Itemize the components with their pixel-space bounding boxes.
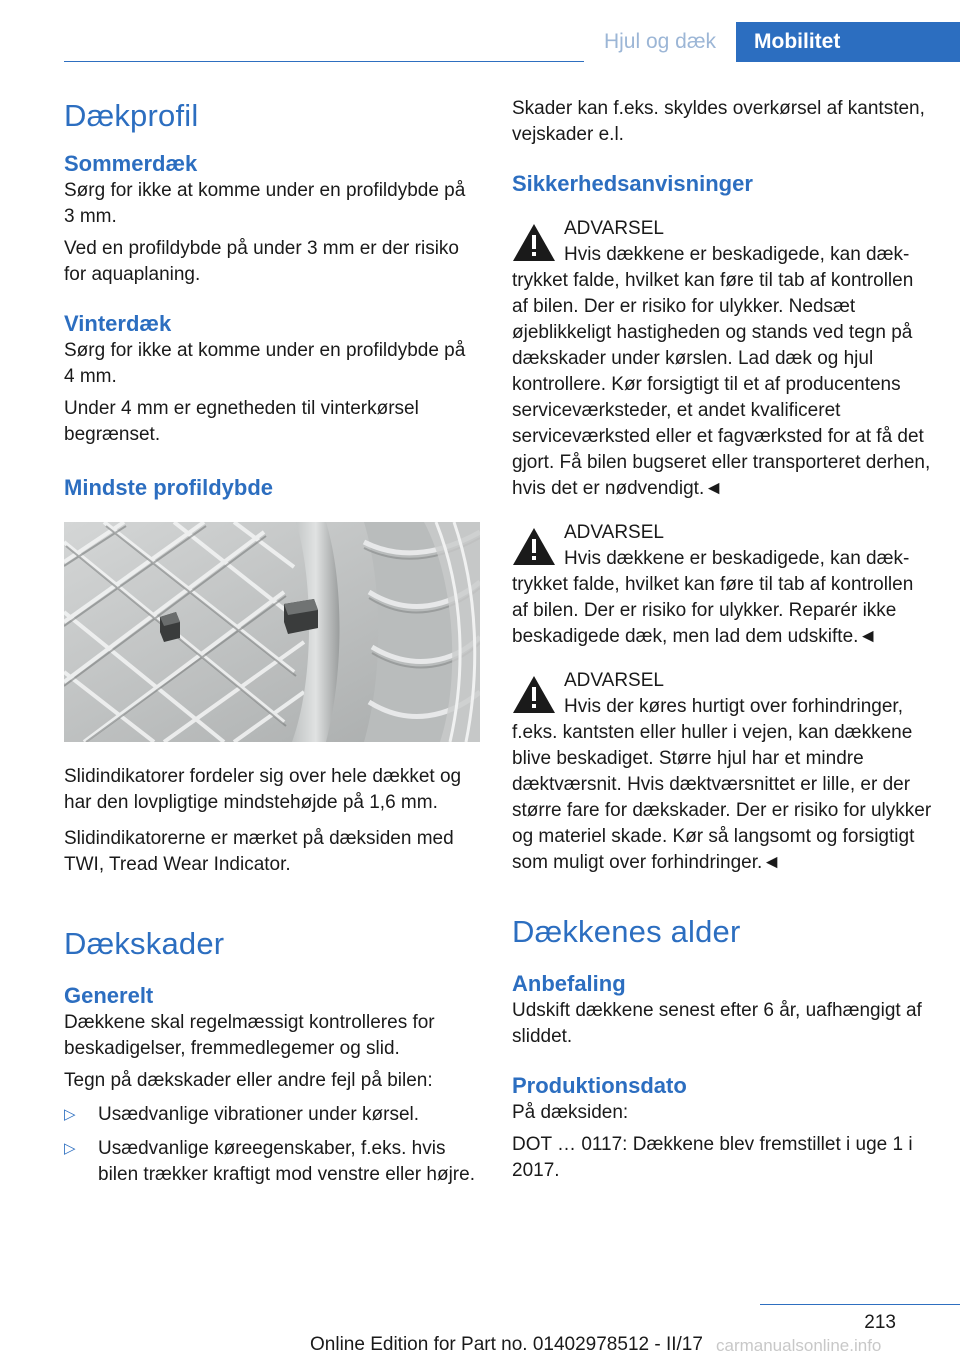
- list-item: ▷ Usædvanlige vibrationer under kørsel.: [64, 1102, 480, 1128]
- triangle-bullet-icon: ▷: [64, 1140, 76, 1157]
- heading-tyre-damage: Dækskader: [64, 926, 225, 961]
- warning-first-line: Hvis der køres hurtigt over forhindringer,: [564, 696, 903, 717]
- heading-recommendation: Anbefaling: [512, 971, 626, 996]
- page-header: [0, 0, 960, 62]
- heading-general: Generelt: [64, 983, 154, 1008]
- production-text-1: På dæksiden:: [512, 1102, 629, 1123]
- warning-triangle-icon: [512, 526, 556, 566]
- warning-text: trykket falde, hvilket kan føre til tab af kontrollen af bilen. Der er risiko for ulykker. Reparér ikke beskadigede dæk, men lad dem udskifte.◄: [512, 574, 914, 647]
- summer-text-1: Sørg for ikke at komme under en profildybde på 3 mm.: [64, 180, 466, 227]
- heading-safety-notes: Sikkerhedsanvisninger: [512, 171, 753, 196]
- warning-first-line: Hvis dækkene er beskadigede, kan dæk-: [564, 548, 910, 569]
- warning-label: ADVARSEL: [564, 218, 664, 239]
- damage-causes-text: Skader kan f.eks. skyldes overkørsel af kantsten, vejskader e.l.: [512, 98, 925, 145]
- page-number: 213: [864, 1312, 896, 1333]
- edition-note: Online Edition for Part no. 01402978512 - II/17: [310, 1334, 703, 1355]
- warning-label: ADVARSEL: [564, 670, 664, 691]
- right-column: [512, 96, 932, 1184]
- warning-block: [512, 668, 932, 876]
- winter-text-2: Under 4 mm er egnetheden til vinterkørsel begrænset.: [64, 398, 419, 445]
- general-text-2: Tegn på dækskader eller andre fejl på bilen:: [64, 1070, 433, 1091]
- winter-text-1: Sørg for ikke at komme under en profildybde på 4 mm.: [64, 340, 466, 387]
- heading-summer-tyres: Sommerdæk: [64, 151, 198, 176]
- triangle-bullet-icon: ▷: [64, 1106, 76, 1123]
- heading-tread-profile: Dækprofil: [64, 98, 199, 133]
- production-text-2: DOT … 0117: Dækkene blev fremstillet i uge 1 i 2017.: [512, 1134, 913, 1181]
- summer-text-2: Ved en profildybde på under 3 mm er der risiko for aquaplaning.: [64, 238, 459, 285]
- general-text-1: Dækkene skal regelmæssigt kontrolleres for beskadigelser, fremmedlegemer og slid.: [64, 1012, 435, 1059]
- warning-triangle-icon: [512, 674, 556, 714]
- warning-block: [512, 216, 932, 502]
- page-footer: [0, 1290, 960, 1362]
- section-tab: Hjul og dæk: [584, 22, 736, 62]
- warning-triangle-icon: [512, 222, 556, 262]
- heading-min-tread-depth: Mindste profildybde: [64, 475, 273, 500]
- heading-production-date: Produktionsdato: [512, 1073, 687, 1098]
- warning-label: ADVARSEL: [564, 522, 664, 543]
- tread-wear-indicator-image: [64, 522, 480, 742]
- recommendation-text: Udskift dækkene senest efter 6 år, uafhængigt af sliddet.: [512, 1000, 922, 1047]
- warning-first-line: Hvis dækkene er beskadigede, kan dæk-: [564, 244, 910, 265]
- caption-text-1: Slidindikatorer fordeler sig over hele dækket og har den lovpligtige mindstehøjde på 1,6 mm.: [64, 766, 462, 813]
- heading-tyre-age: Dækkenes alder: [512, 914, 741, 949]
- warning-text: f.eks. kantsten eller huller i vejen, kan dækkene blive beskadiget. Større hjul har et mindre dæktværsnit. Hvis dæktværsnittet er lille, er der større fare for dækskader. Der er risiko for ulykker og materiel skade. Kør så langsomt og forsigtigt som muligt over forhindringer.◄: [512, 722, 932, 873]
- left-column: [64, 96, 480, 1188]
- watermark: carmanualsonline.info: [716, 1336, 882, 1355]
- list-item: ▷ Usædvanlige køreegenskaber, f.eks. hvis bilen trækker kraftigt mod venstre eller højre.: [64, 1136, 480, 1188]
- caption-text-2: Slidindikatorerne er mærket på dæksiden med TWI, Tread Wear Indicator.: [64, 828, 454, 875]
- chapter-tab: Mobilitet: [736, 22, 960, 62]
- warning-block: [512, 520, 932, 650]
- warning-text: trykket falde, hvilket kan føre til tab af kontrollen af bilen. Der er risiko for ulykker. Nedsæt øjeblikkeligt hastigheden og stands ved tegn på dækskader under kørslen. Lad dæk og hjul kontrollere. Kør forsigtigt til et af producentens serviceværksteder, et andet kvalificeret serviceværksted eller et fagværksted for at få det gjort. Få bilen bugseret eller transporteret derhen, hvis det er nødvendigt.◄: [512, 270, 931, 499]
- footer-rule: [760, 1304, 960, 1305]
- heading-winter-tyres: Vinterdæk: [64, 311, 172, 336]
